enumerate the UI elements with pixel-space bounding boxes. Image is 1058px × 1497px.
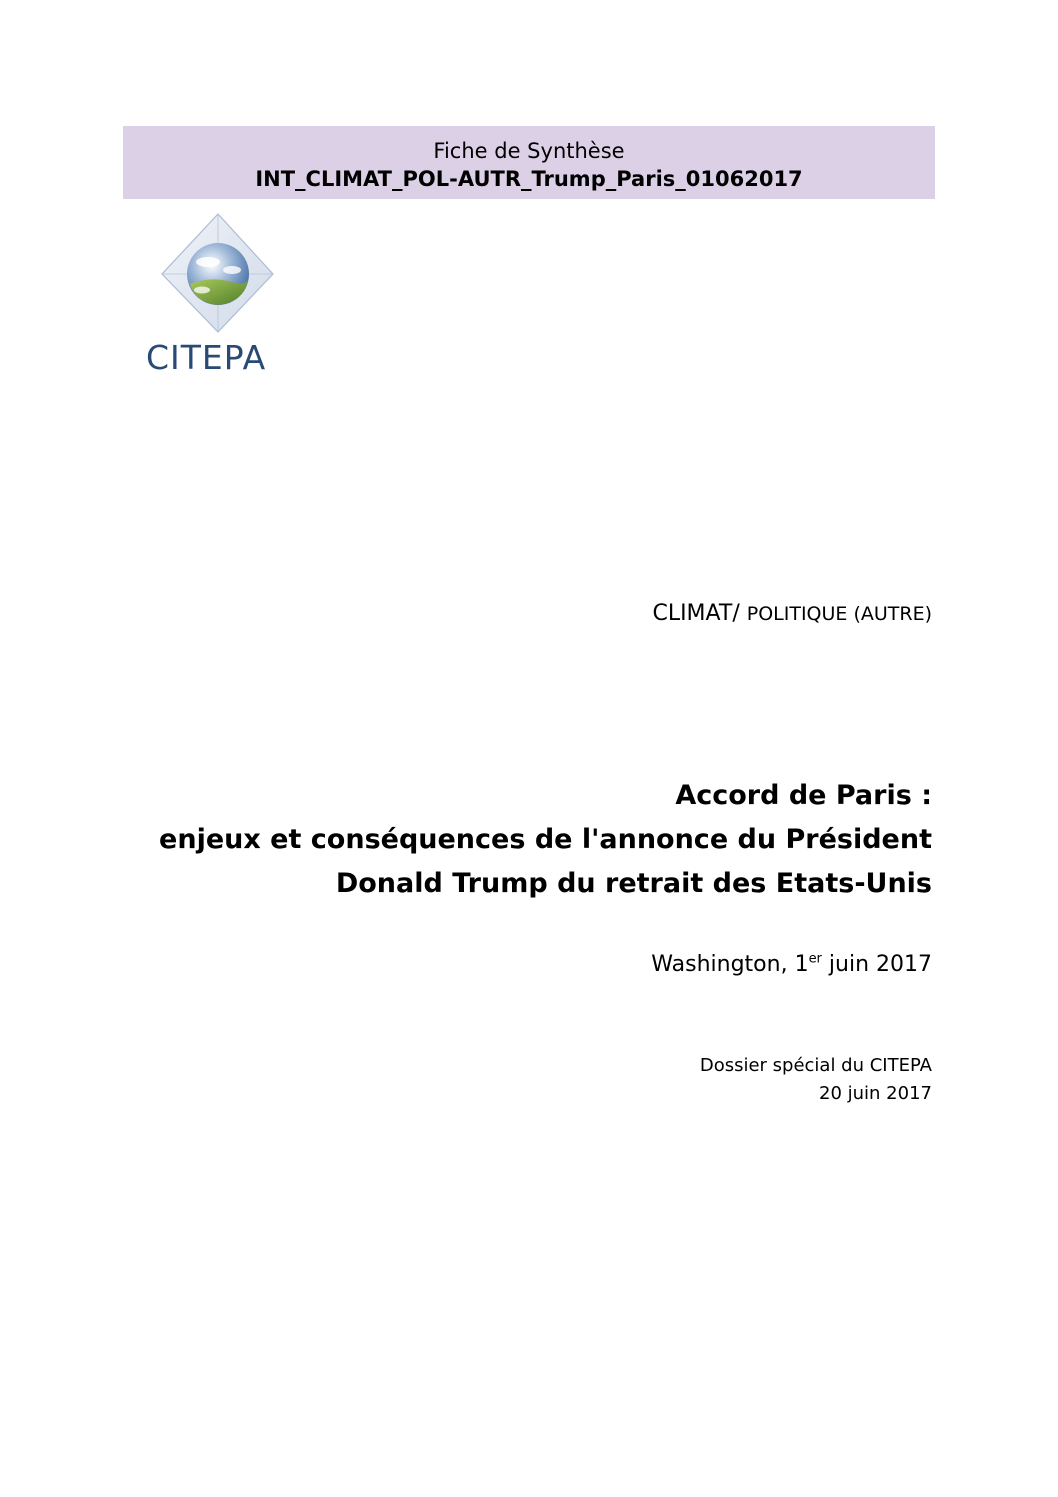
category-main: CLIMAT/ bbox=[652, 601, 747, 626]
document-title bbox=[159, 774, 932, 906]
title-line-2: enjeux et conséquences de l'annonce du Président bbox=[159, 824, 932, 855]
category-sub: POLITIQUE (AUTRE) bbox=[746, 603, 932, 625]
place-date-suffix: juin 2017 bbox=[821, 952, 932, 977]
document-category bbox=[652, 600, 932, 628]
sheet-type-label: Fiche de Synthèse bbox=[433, 139, 625, 163]
dossier-info bbox=[700, 1052, 932, 1108]
place-date-ordinal: er bbox=[808, 951, 822, 967]
title-line-3: Donald Trump du retrait des Etats-Unis bbox=[335, 868, 932, 899]
dossier-label: Dossier spécial du CITEPA bbox=[699, 1055, 932, 1076]
citepa-logo-text: CITEPA bbox=[146, 338, 267, 377]
title-line-1: Accord de Paris : bbox=[675, 780, 932, 811]
dossier-date: 20 juin 2017 bbox=[819, 1083, 932, 1104]
citepa-globe-diamond-icon bbox=[140, 210, 310, 340]
event-place-date bbox=[651, 950, 932, 980]
document-header-band bbox=[123, 126, 935, 199]
document-reference-code: INT_CLIMAT_POL-AUTR_Trump_Paris_01062017 bbox=[255, 167, 803, 191]
place-date-prefix: Washington, 1 bbox=[651, 952, 809, 977]
